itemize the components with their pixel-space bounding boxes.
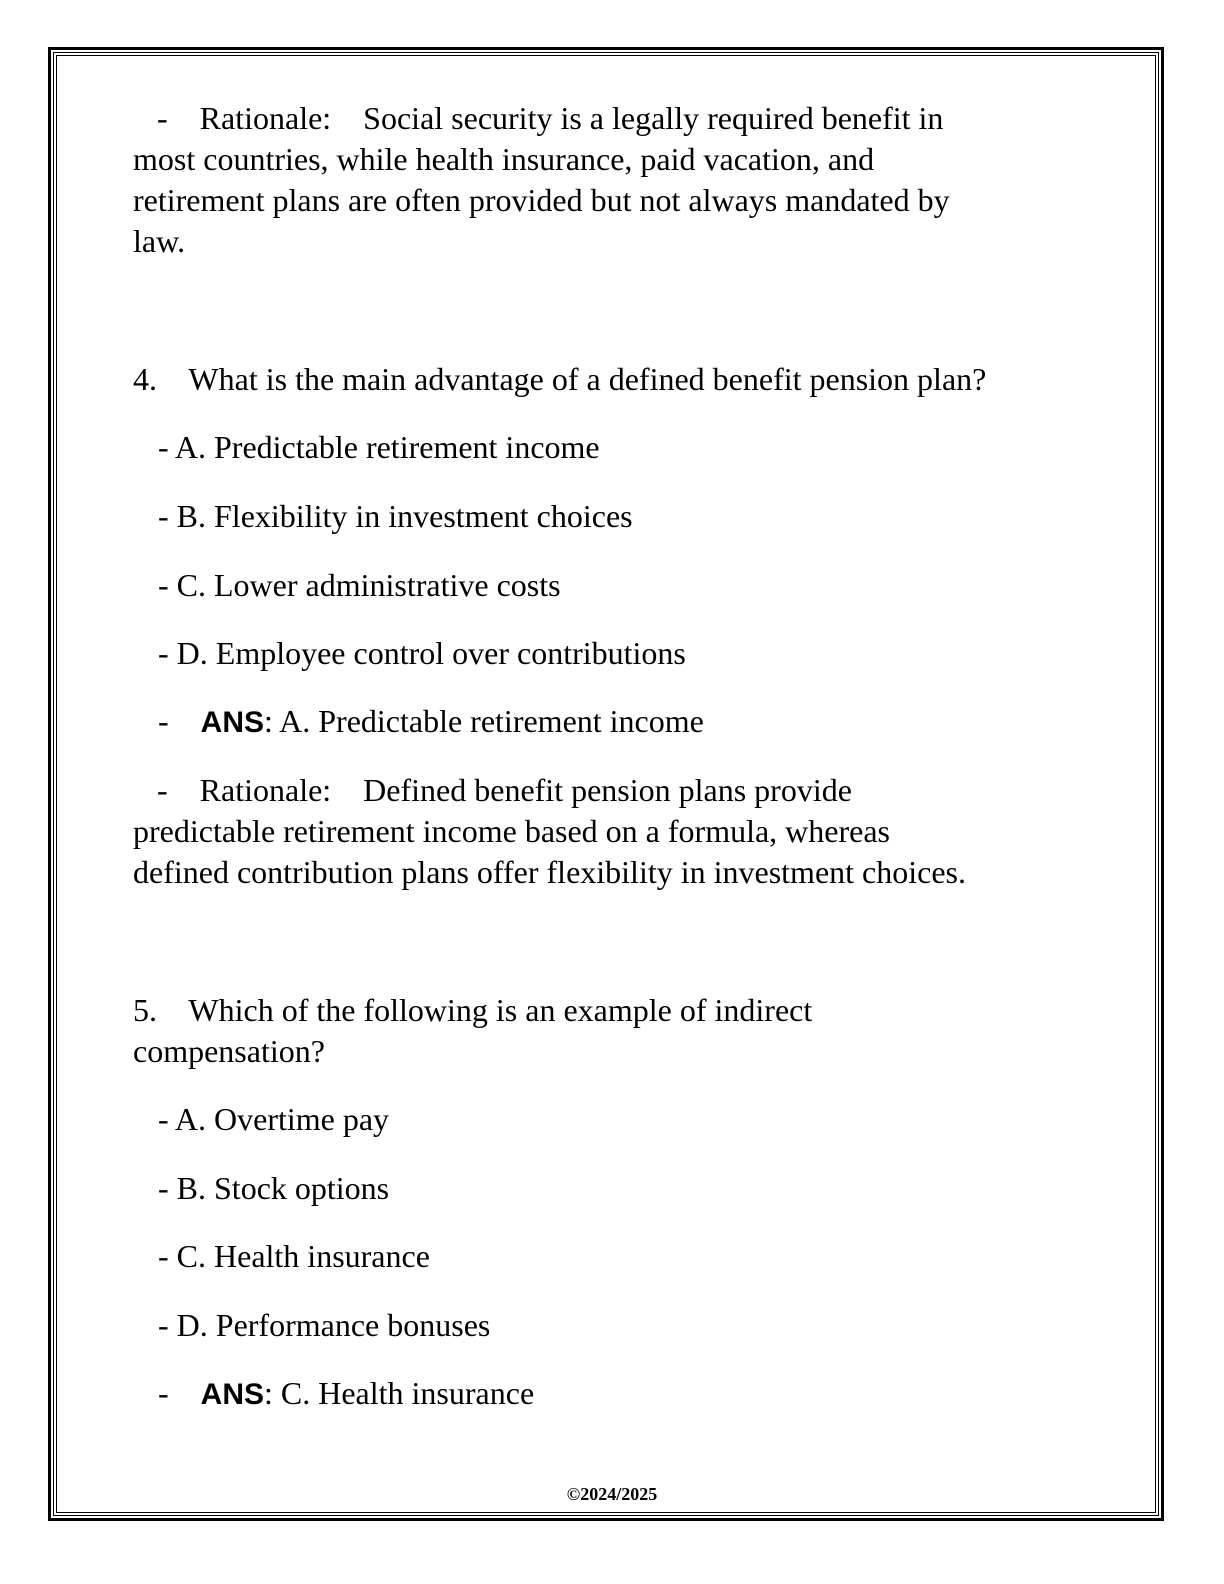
answer-prefix: -: [158, 703, 201, 739]
option-b: - B. Stock options: [158, 1170, 390, 1206]
rationale-line: predictable retirement income based on a formula, whereas: [133, 813, 890, 849]
question-text: compensation?: [133, 1033, 325, 1069]
rationale-line: defined contribution plans offer flexibility in investment choices.: [133, 854, 966, 890]
answer-text: : C. Health insurance: [264, 1375, 535, 1411]
answer-label: ANS: [200, 1378, 264, 1411]
option-d: - D. Employee control over contributions: [158, 635, 686, 671]
question-text: 5. Which of the following is an example of indirect: [133, 992, 813, 1028]
option-c: - C. Lower administrative costs: [158, 567, 561, 603]
answer-label: ANS: [200, 706, 264, 739]
option-d: - D. Performance bonuses: [158, 1307, 491, 1343]
rationale-line: - Rationale: Social security is a legally required benefit in: [133, 100, 944, 136]
copyright-footer: ©2024/2025: [566, 1484, 658, 1504]
answer-line: [158, 701, 704, 743]
rationale-line: - Rationale: Defined benefit pension plans provide: [133, 772, 852, 808]
rationale-line: law.: [133, 223, 186, 259]
option-a: - A. Predictable retirement income: [158, 429, 600, 465]
question-text: 4. What is the main advantage of a defined benefit pension plan?: [133, 361, 987, 397]
answer-line: [158, 1373, 534, 1415]
rationale-line: retirement plans are often provided but not always mandated by: [133, 182, 950, 218]
option-b: - B. Flexibility in investment choices: [158, 498, 633, 534]
rationale-line: most countries, while health insurance, paid vacation, and: [133, 141, 875, 177]
answer-text: : A. Predictable retirement income: [264, 703, 704, 739]
option-a: - A. Overtime pay: [158, 1101, 390, 1137]
option-c: - C. Health insurance: [158, 1238, 430, 1274]
answer-prefix: -: [158, 1375, 201, 1411]
